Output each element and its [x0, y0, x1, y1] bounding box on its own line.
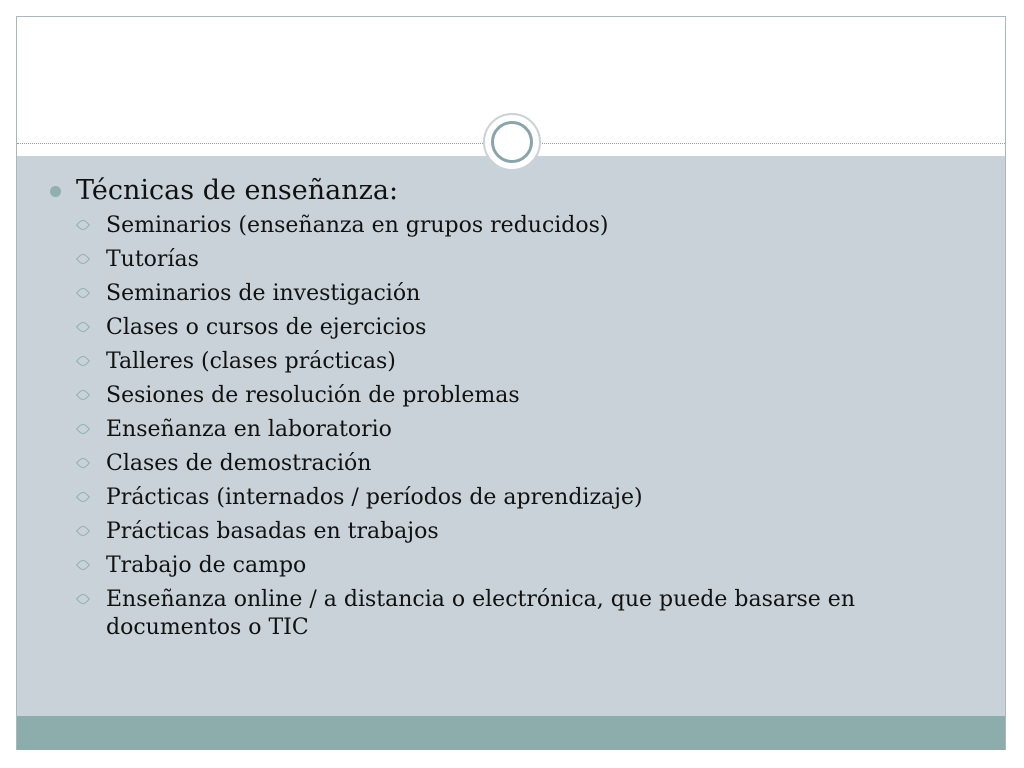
list-item: [44, 416, 984, 444]
leaf-diamond-bullet-icon: [78, 450, 92, 478]
leaf-diamond-bullet-icon: [78, 518, 92, 546]
leaf-diamond-bullet-icon: [78, 586, 92, 614]
list-item: [44, 450, 984, 478]
list-item: [44, 212, 984, 240]
list-item-text: Seminarios de investigación: [106, 281, 421, 306]
leaf-diamond-bullet-icon: [78, 552, 92, 580]
list-item: [44, 246, 984, 274]
sub-bullet-list: [44, 212, 984, 642]
list-item: [44, 552, 984, 580]
ring-ornament-icon: [483, 113, 541, 171]
list-item-text: Clases de demostración: [106, 451, 372, 476]
list-item-text: Sesiones de resolución de problemas: [106, 383, 520, 408]
leaf-diamond-bullet-icon: [78, 314, 92, 342]
leaf-diamond-bullet-icon: [78, 382, 92, 410]
list-item: [44, 280, 984, 308]
list-item: [44, 484, 984, 512]
list-item-text: Tutorías: [106, 247, 199, 272]
list-item-text: Prácticas basadas en trabajos: [106, 519, 439, 544]
slide-body: [44, 172, 984, 648]
main-bullet-item: [44, 172, 984, 210]
list-item-text: Trabajo de campo: [106, 553, 307, 578]
leaf-diamond-bullet-icon: [78, 416, 92, 444]
list-item-text: Talleres (clases prácticas): [106, 349, 396, 374]
ring-ornament-inner: [491, 121, 533, 163]
bottom-accent-band: [17, 716, 1005, 750]
slide-heading: Técnicas de enseñanza:: [76, 175, 399, 206]
leaf-diamond-bullet-icon: [78, 484, 92, 512]
leaf-diamond-bullet-icon: [78, 280, 92, 308]
list-item: [44, 314, 984, 342]
leaf-diamond-bullet-icon: [78, 212, 92, 240]
list-item: [44, 382, 984, 410]
list-item: [44, 348, 984, 376]
list-item-text: Prácticas (internados / períodos de aprendizaje): [106, 485, 643, 510]
list-item: [44, 518, 984, 546]
list-item-text: Clases o cursos de ejercicios: [106, 315, 427, 340]
leaf-diamond-bullet-icon: [78, 348, 92, 376]
filled-circle-bullet-icon: [50, 186, 61, 197]
leaf-diamond-bullet-icon: [78, 246, 92, 274]
list-item-text: Enseñanza online / a distancia o electrónica, que puede basarse en documentos o TIC: [106, 587, 855, 640]
list-item-text: Enseñanza en laboratorio: [106, 417, 392, 442]
list-item: [44, 586, 984, 642]
list-item-text: Seminarios (enseñanza en grupos reducidos): [106, 213, 609, 238]
